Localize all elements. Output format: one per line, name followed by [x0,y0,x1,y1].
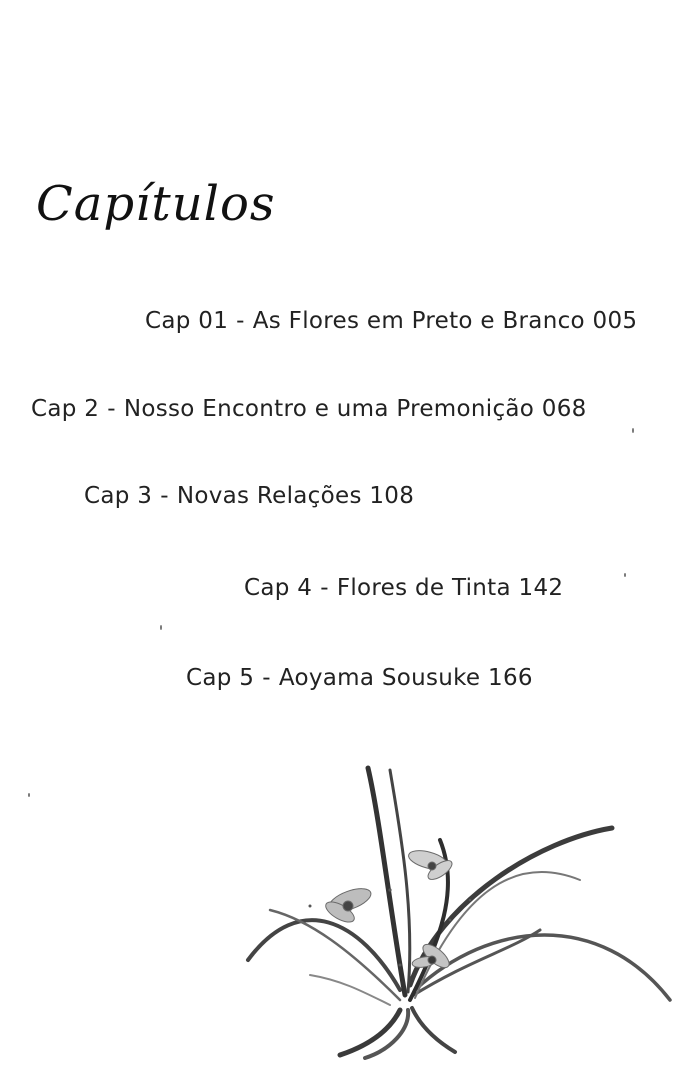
chapter-separator: - [236,308,245,334]
chapter-label: Cap 5 [186,665,255,691]
chapter-separator: - [320,575,329,601]
toc-entry [244,575,563,601]
ink-speck [624,573,626,577]
chapter-separator: - [262,665,271,691]
chapter-label: Cap 4 [244,575,313,601]
page-title: Capítulos [36,176,276,232]
chapter-label: Cap 2 [31,396,100,422]
chapter-page-number: 166 [488,665,533,691]
chapter-name: Nosso Encontro e uma Premonição [123,396,535,422]
chapter-name: Aoyama Sousuke [278,665,481,691]
ink-speck [632,428,634,433]
chapter-page-number: 142 [518,575,564,601]
ink-speck [28,793,30,797]
chapter-label: Cap 3 [84,483,153,509]
chapter-page-number: 068 [541,396,587,422]
chapter-name: Novas Relações [176,483,362,509]
chapter-separator: - [107,396,116,422]
chapter-separator: - [160,483,169,509]
chapter-name: As Flores em Preto e Branco [252,308,585,334]
ink-speck [160,625,162,630]
toc-entry [186,665,533,691]
orchid-ink-illustration [240,760,680,1060]
toc-entry [84,483,414,509]
chapter-page-number: 005 [592,308,638,334]
toc-entry [145,308,637,334]
orchid-flower [323,884,374,926]
toc-entry [31,396,587,422]
chapter-label: Cap 01 [145,308,229,334]
chapter-name: Flores de Tinta [336,575,511,601]
chapter-page-number: 108 [369,483,415,509]
